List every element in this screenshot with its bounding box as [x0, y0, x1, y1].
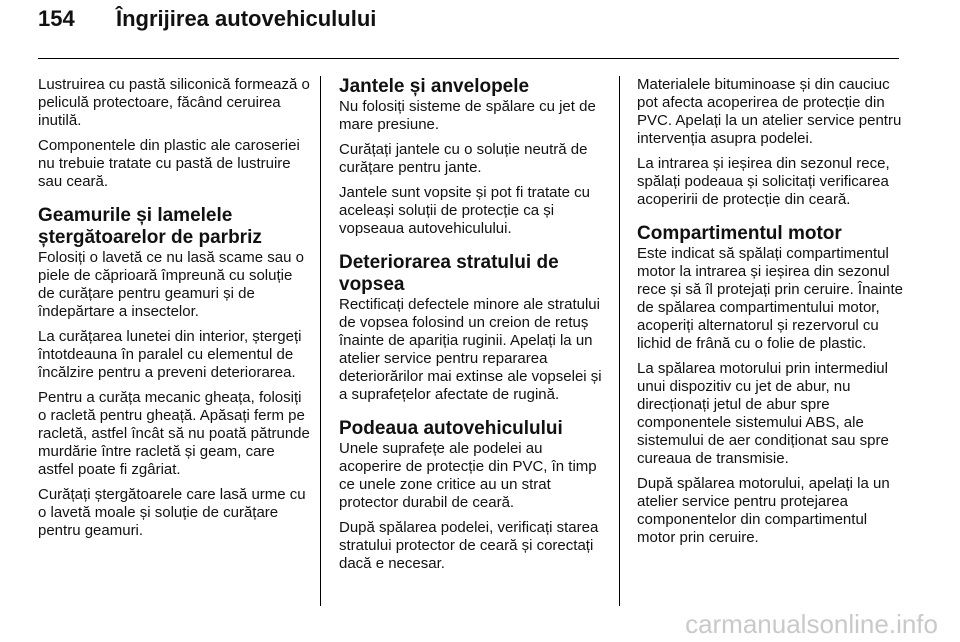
section-heading: Jantele și anvelopele	[339, 76, 530, 97]
paragraph: După spălarea motorului, apelați la un atelier service pentru protejarea componentelor din compartimentul motor prin ceruire.	[637, 475, 890, 546]
paragraph: Lustruirea cu pastă siliconică formează o peliculă protectoare, făcând ceruirea inutilă.	[38, 76, 310, 129]
section-heading: Deteriorarea stratului de vopsea	[339, 252, 559, 295]
column-2	[339, 76, 605, 580]
paragraph: Unele suprafețe ale podelei au acoperire de protecție din PVC, în timp ce unele zone critice au un strat protector durabil de ceară.	[339, 440, 597, 511]
column-1	[38, 76, 312, 547]
paragraph: Folosiți o lavetă ce nu lasă scame sau o piele de căprioară împreună cu soluție de curățare pentru geamuri și de îndepărtare a insectelor.	[38, 249, 304, 320]
column-divider	[619, 76, 620, 606]
paragraph: Jantele sunt vopsite și pot fi tratate cu aceleași soluții de protecție ca și vopseaua autovehiculului.	[339, 184, 590, 237]
paragraph: Materialele bituminoase și din cauciuc pot afecta acoperirea de protecție din PVC. Apelați la un atelier service pentru intervenția asupra podelei.	[637, 76, 902, 147]
paragraph: Este indicat să spălați compartimentul motor la intrarea și ieșirea din sezonul rece și să îl protejați prin ceruire. Înainte de spălarea compartimentului motor, acoperiți alternatorul și rezervorul cu lichid de frână cu o folie de plastic.	[637, 245, 903, 352]
paragraph: La intrarea și ieșirea din sezonul rece, spălați podeaua și solicitați verificarea acoperirii de protecție din ceară.	[637, 155, 890, 208]
column-divider	[320, 76, 321, 606]
paragraph: La curățarea lunetei din interior, ștergeți întotdeauna în paralel cu elementul de încălzire pentru a preveni deteriorarea.	[38, 328, 302, 381]
section-heading: Compartimentul motor	[637, 223, 842, 244]
header-rule	[38, 58, 899, 59]
paragraph: Curățați ștergătoarele care lasă urme cu o lavetă moale și soluție de curățare pentru geamuri.	[38, 486, 306, 539]
paragraph: După spălarea podelei, verificați starea stratului protector de ceară și corectați dacă e necesar.	[339, 519, 599, 572]
section-heading: Podeaua autovehiculului	[339, 418, 563, 439]
page-number: 154	[38, 6, 75, 31]
column-3	[637, 76, 903, 554]
paragraph: Pentru a curăța mecanic gheața, folosiți o racletă pentru gheață. Apăsați ferm pe racletă, astfel încât să nu poată pătrunde murdărie între racletă și geam, care astfel poate fi zgâriat.	[38, 389, 310, 478]
page-title: Îngrijirea autovehiculului	[116, 6, 377, 31]
section-heading: Geamurile și lamelele ștergătoarelor de parbriz	[38, 205, 262, 248]
paragraph: Componentele din plastic ale caroseriei nu trebuie tratate cu pastă de lustruire sau ceară.	[38, 137, 300, 190]
paragraph: Curățați jantele cu o soluție neutră de curățare pentru jante.	[339, 141, 588, 176]
paragraph: Rectificați defectele minore ale stratului de vopsea folosind un creion de retuș înainte de apariția ruginii. Apelați la un atelier service pentru repararea deteriorărilor mai extinse ale vopselei și a suprafețelor afectate de rugină.	[339, 296, 602, 403]
paragraph: Nu folosiți sisteme de spălare cu jet de mare presiune.	[339, 98, 596, 133]
paragraph: La spălarea motorului prin intermediul unui dispozitiv cu jet de abur, nu direcționați jetul de abur spre componentele sistemului ABS, ale sistemului de aer condiționat sau spre cureaua de transmisie.	[637, 360, 889, 467]
page-header	[38, 6, 376, 32]
watermark: carmanualsonline.info	[685, 609, 938, 639]
